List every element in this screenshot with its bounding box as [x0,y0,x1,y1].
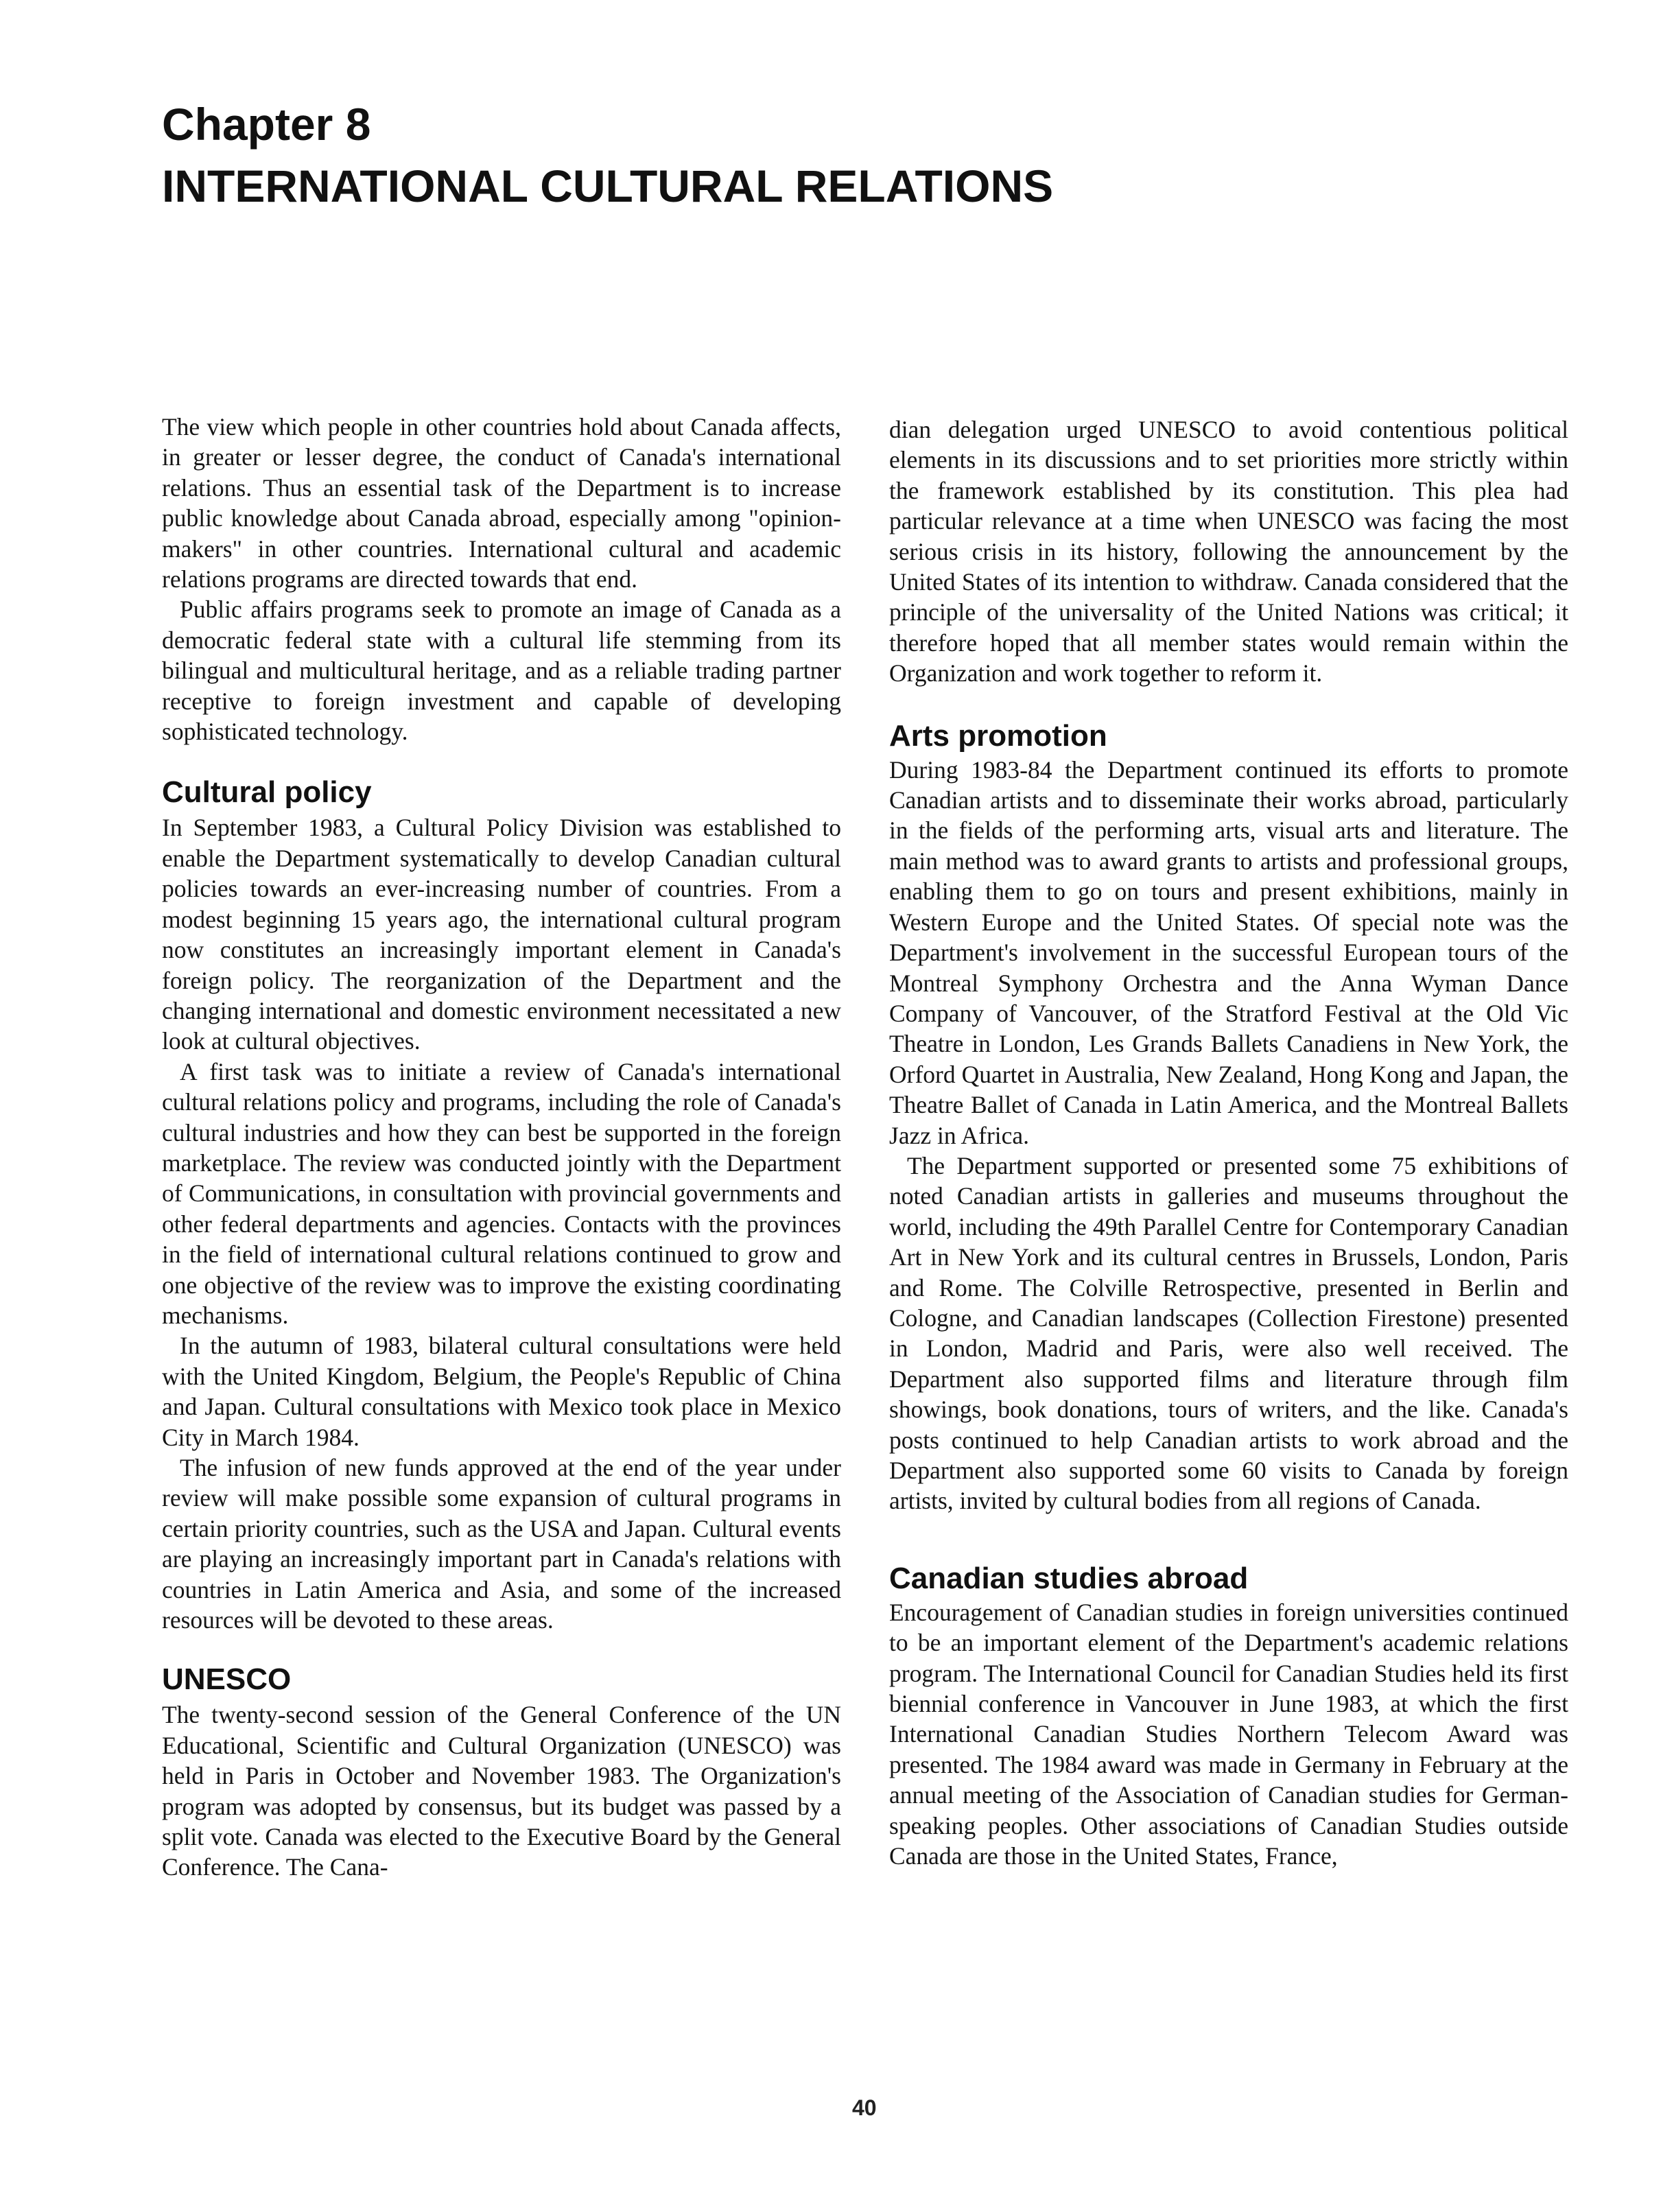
section-heading-canadian-studies-abroad: Canadian studies abroad [889,1561,1249,1595]
arts-paragraph-2: The Department supported or presented some 75 exhibitions of noted Canadian artists in galleries and museums throughout the world, including the 49th Parallel Centre for Contemporary Canadian Art in New York and its cultural centres in Brussels, London, Paris and Rome. The Colville Retrospective, presented in Berlin and Cologne, and Canadian landscapes (Collection Firestone) presented in London, Madrid and Paris, were also well received. The Department also supported films and literature through film showings, book donations, tours of writers, and the like. Canada's posts continued to help Canadian artists to work abroad and the Department also supported some 60 visits to Canada by foreign artists, invited by cultural bodies from all regions of Canada. [889,1151,1568,1515]
section-heading-arts-promotion: Arts promotion [889,718,1107,753]
unesco-paragraph-1: The twenty-second session of the General Conference of the UN Educational, Scientific and Cultural Organization (UNESCO) was held in Paris in October and November 1983. The Organization's program was adopted by consensus, but its budget was passed by a split vote. Canada was elected to the Executive Board by the General Conference. The Cana- [162,1701,841,1881]
arts-paragraph-1: During 1983-84 the Department continued its efforts to promote Canadian artists and to disseminate their works abroad, particularly in the fields of the performing arts, visual arts and literature. The main method was to award grants to artists and professional groups, enabling them to go on tours and present exhibitions, mainly in Western Europe and the United States. Of special note was the Department's involvement in the successful European tours of the Montreal Symphony Orchestra and the Anna Wyman Dance Company of Vancouver, of the Stratford Festival at the Old Vic Theatre in London, Les Grands Ballets Canadiens in New York, the Orford Quartet in Australia, New Zealand, Hong Kong and Japan, the Theatre Ballet of Canada in Latin America, and the Montreal Ballets Jazz in Africa. [889,755,1568,1149]
intro-paragraph-1: The view which people in other countries hold about Canada affects, in greater or lesser degree, the conduct of Canada's international relations. Thus an essential task of the Department is to increase public knowledge about Canada abroad, especially among "opinion-makers" in other countries. International cultural and academic relations programs are directed towards that end. [162,413,841,593]
chapter-title: INTERNATIONAL CULTURAL RELATIONS [162,161,1054,211]
cultural-policy-paragraph-3: In the autumn of 1983, bilateral cultural consultations were held with the United Kingdom, Belgium, the People's Republic of China and Japan. Cultural consultations with Mexico took place in Mexico City in March 1984. [162,1332,841,1451]
chapter-heading [162,93,1053,217]
cultural-policy-paragraph-4: The infusion of new funds approved at the end of the year under review will make possible some expansion of cultural programs in certain priority countries, such as the USA and Japan. Cultural events are playing an increasingly important part in Canada's relations with countries in Latin America and Asia, and some of the increased resources will be devoted to these areas. [162,1454,841,1634]
canadian-studies-paragraph-1: Encouragement of Canadian studies in foreign universities continued to be an important element of the Department's academic relations program. The International Council for Canadian Studies held its first biennial conference in Vancouver in June 1983, at which the first International Canadian Studies Northern Telecom Award was presented. The 1984 award was made in Germany in February at the annual meeting of the Association of Canadian studies for German-speaking peoples. Other associations of Canadian Studies outside Canada are those in the United States, France, [889,1598,1568,1870]
left-column [162,412,841,1883]
section-heading-unesco: UNESCO [162,1662,292,1697]
unesco-paragraph-1-continued: dian delegation urged UNESCO to avoid contentious political elements in its discussions and to set priorities more strictly within the framework established by its constitution. This plea had particular relevance at a time when UNESCO was facing the most serious crisis in its history, following the announcement by the United States of its intention to withdraw. Canada considered that the principle of the universality of the United Nations was critical; it therefore hoped that all member states would remain within the Organization and work together to reform it. [889,416,1568,687]
right-column [889,414,1568,1871]
cultural-policy-paragraph-1: In September 1983, a Cultural Policy Division was established to enable the Department systematically to develop Canadian cultural policies towards an ever-increasing number of countries. From a modest beginning 15 years ago, the international cultural program now constitutes an increasingly important element in Canada's foreign policy. The reorganization of the Department and the changing international and domestic environment necessitated a new look at cultural objectives. [162,814,841,1055]
cultural-policy-paragraph-2: A first task was to initiate a review of Canada's international cultural relations policy and programs, including the role of Canada's cultural industries and how they can best be supported in the foreign marketplace. The review was conducted jointly with the Department of Communications, in consultation with provincial governments and other federal departments and agencies. Contacts with the provinces in the field of international cultural relations continued to grow and one objective of the review was to improve the existing coordinating mechanisms. [162,1057,841,1329]
chapter-label: Chapter 8 [162,99,371,150]
section-heading-cultural-policy: Cultural policy [162,775,372,810]
intro-paragraph-2: Public affairs programs seek to promote an image of Canada as a democratic federal state with a cultural life stemming from its bilingual and multicultural heritage, and as a reliable trading partner receptive to foreign investment and capable of developing sophisticated technology. [162,596,841,746]
page-number: 40 [852,2095,877,2120]
